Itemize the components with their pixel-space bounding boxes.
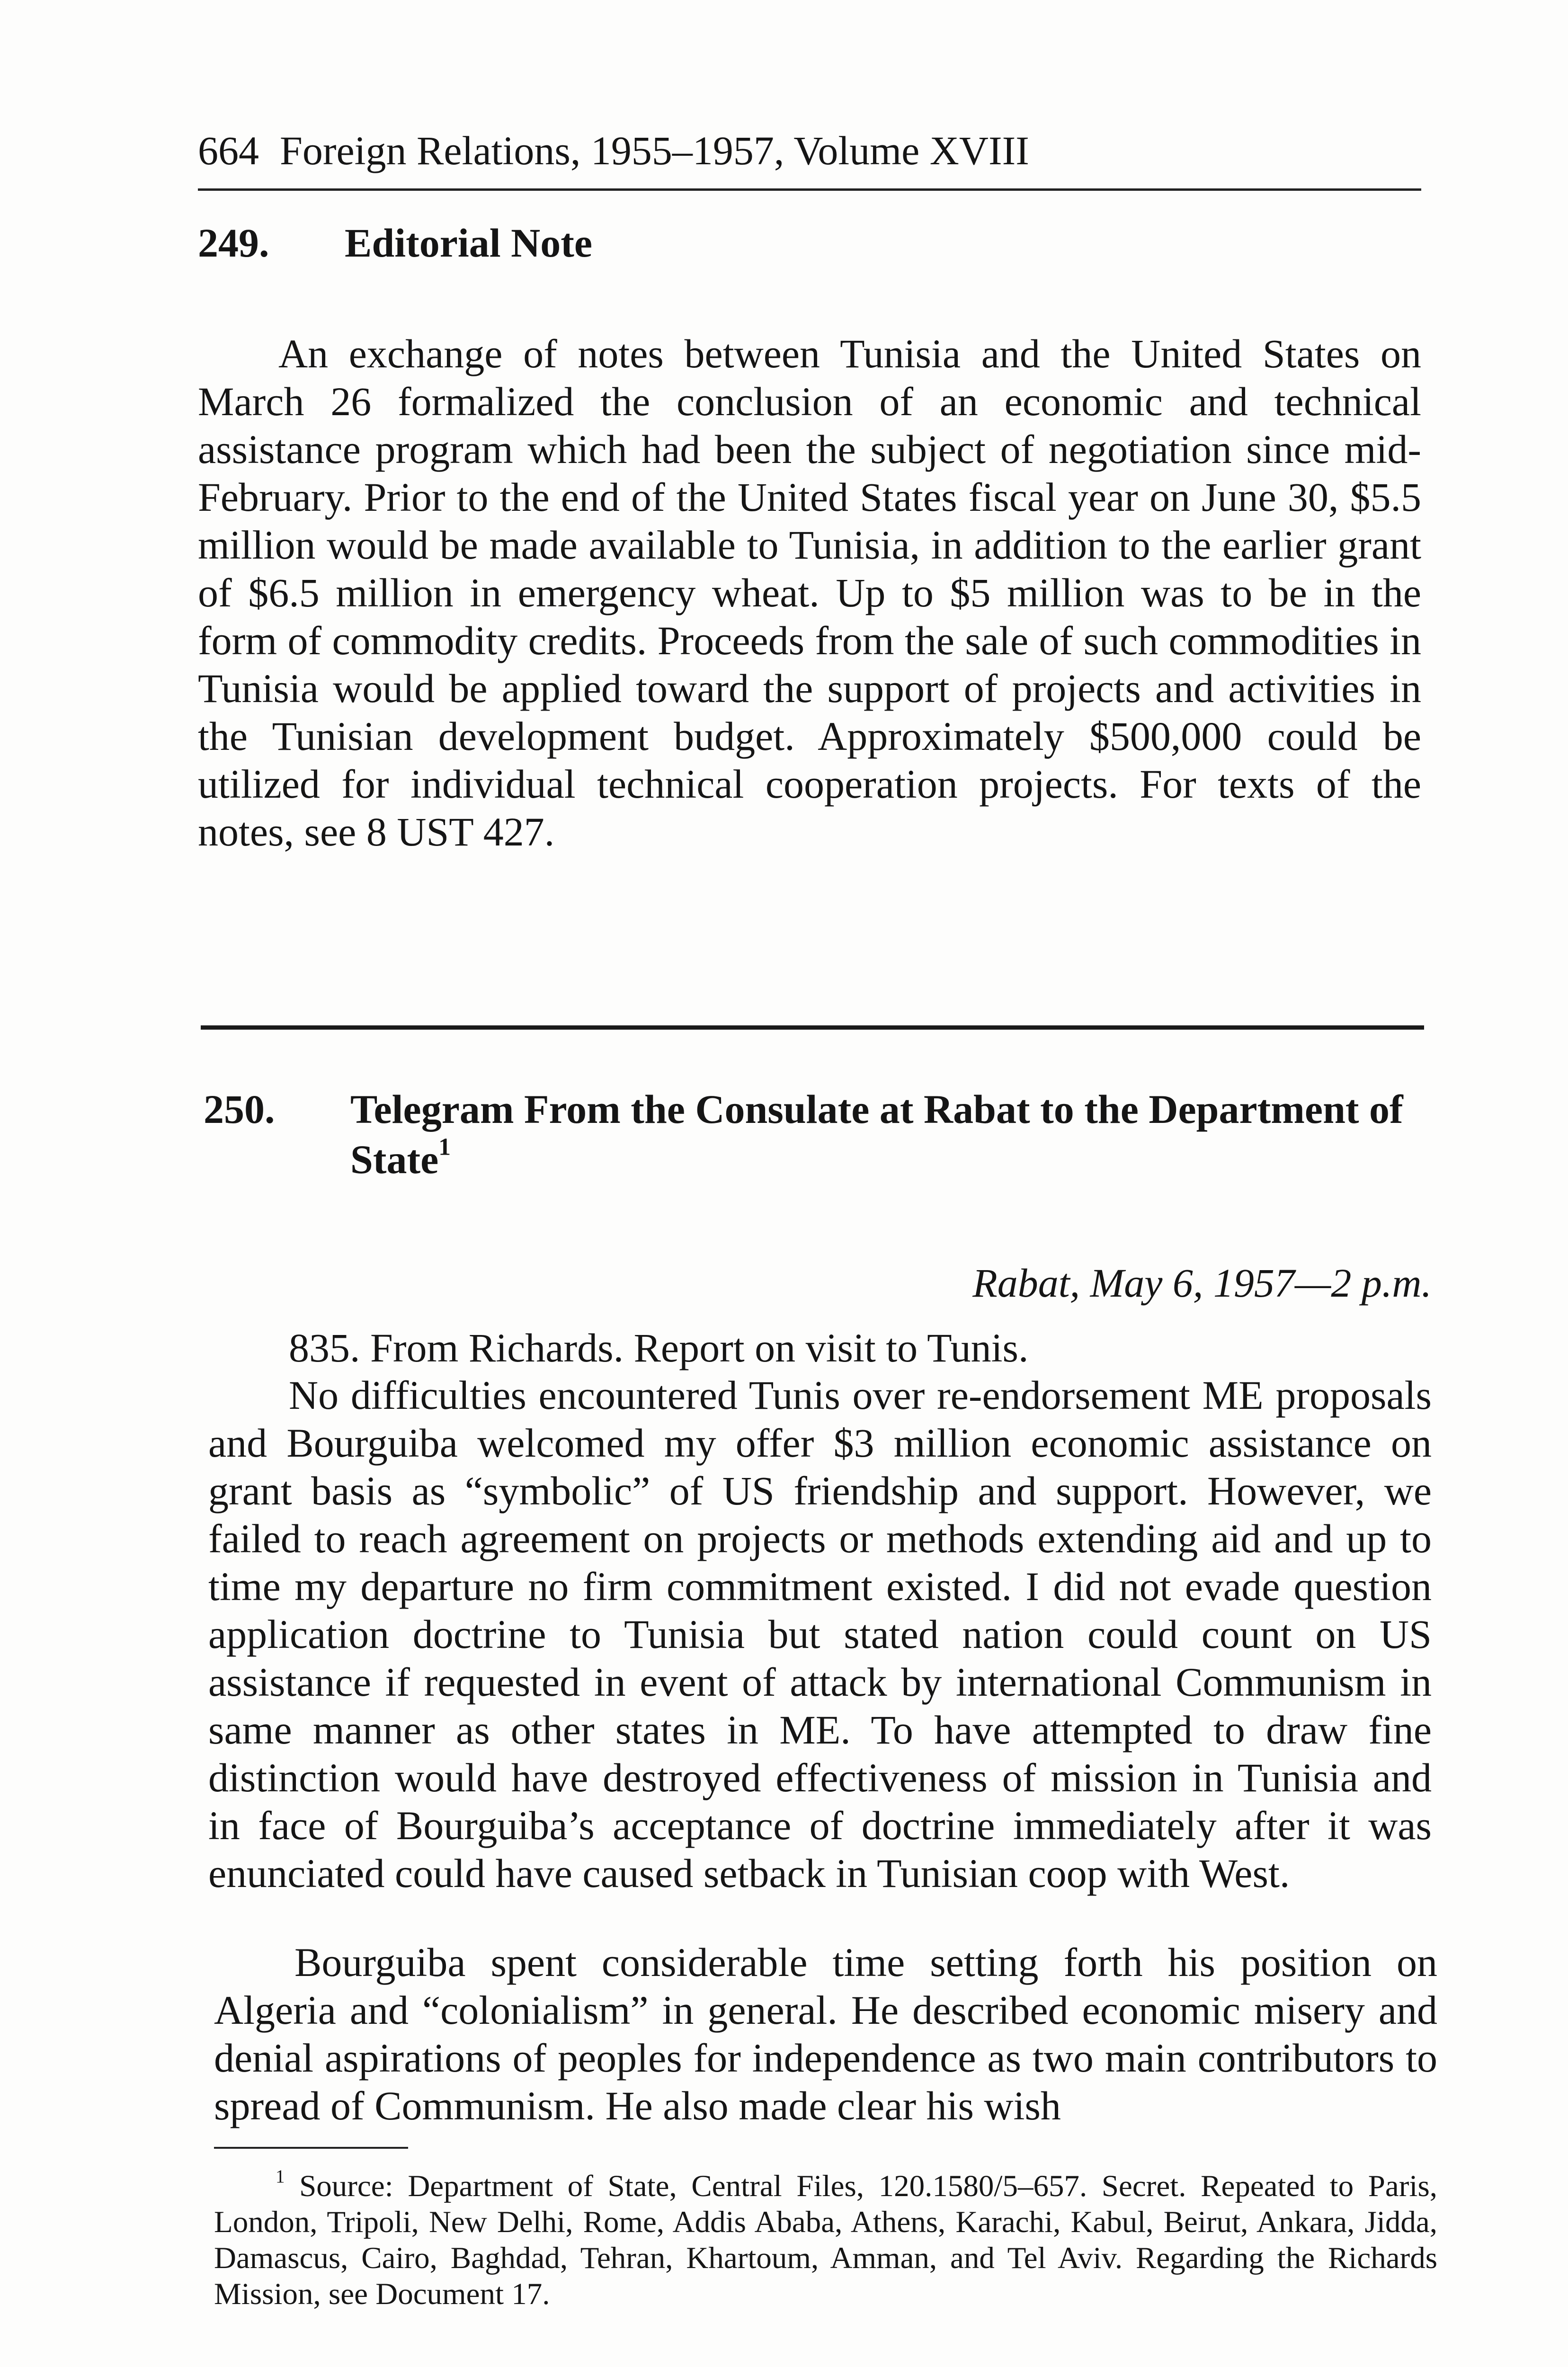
footnote-text: Source: Department of State, Central Files, 120.1580/5–657. Secret. Repeated to Paris, London, Tripoli, New Delhi, Rome, Addis Ababa, Athens, Karachi, Kabul, Beirut, Ankara, Jidda, Damascus, Cairo, Baghdad, Tehran, Khartoum, Amman, and Tel Aviv. Regarding the Richards Mission, see Document 17.: [214, 2169, 1437, 2311]
telegram-number-text: 835. From Richards. Report on visit to Tunis.: [289, 1325, 1029, 1370]
document-title: Editorial Note: [345, 220, 593, 266]
editorial-note-paragraph: An exchange of notes between Tunisia and the United States on March 26 formalized the conclusion of an economic and technical assistance program which had been the subject of negotiation since mid-February. Prior to the end of the United States fiscal year on June 30, $5.5 million would be made available to Tunisia, in addition to the earlier grant of $6.5 million in emergency wheat. Up to $5 million was to be in the form of commodity credits. Proceeds from the sale of such commodities in Tunisia would be applied toward the support of projects and activities in the Tunisian development budget. Approximately $500,000 could be utilized for individual technical cooperation projects. For texts of the notes, see 8 UST 427.: [198, 331, 1421, 854]
document-number: 249.: [198, 220, 269, 266]
document-249-heading: [198, 218, 1421, 275]
footnote-reference[interactable]: 1: [438, 1133, 451, 1161]
publication-title: Foreign Relations, 1955–1957, Volume XVIII: [280, 128, 1029, 173]
document-title: Telegram From the Consulate at Rabat to the Department of State: [350, 1086, 1403, 1182]
dateline: Rabat, May 6, 1957—2 p.m.: [972, 1260, 1432, 1306]
running-head: [198, 127, 1421, 191]
footnote-body: [214, 2166, 1437, 2311]
page-number: 664: [198, 128, 259, 173]
telegram-body-paragraph-2: Bourguiba spent considerable time setting forth his position on Algeria and “colonialism” in general. He described economic misery and denial aspirations of peoples for independence as two main contributors to spread of Communism. He also made clear his wish: [214, 1940, 1437, 2128]
document-250-heading: [204, 1084, 1427, 1198]
footnote-rule: [214, 2147, 408, 2149]
section-divider: [201, 1025, 1424, 1030]
document-number: 250.: [204, 1086, 275, 1132]
telegram-body-paragraph-1: No difficulties encountered Tunis over re-endorsement ME proposals and Bourguiba welcomed my offer $3 million economic assistance on grant basis as “symbolic” of US friendship and support. However, we failed to reach agreement on projects or methods extending aid and up to time my departure no firm commitment existed. I did not evade question application doctrine to Tunisia but stated nation could count on US assistance if requested in event of attack by international Communism in same manner as other states in ME. To have attempted to draw fine distinction would have destroyed effectiveness of mission in Tunisia and in face of Bourguiba’s acceptance of doctrine immediately after it was enunciated could have caused setback in Tunisian coop with West.: [208, 1372, 1432, 1896]
footnote: [214, 2168, 1437, 2312]
footnote-marker: 1: [276, 2166, 285, 2187]
telegram-number-paragraph: [208, 1324, 1432, 1372]
document-title-wrapper: [350, 1084, 1427, 1184]
